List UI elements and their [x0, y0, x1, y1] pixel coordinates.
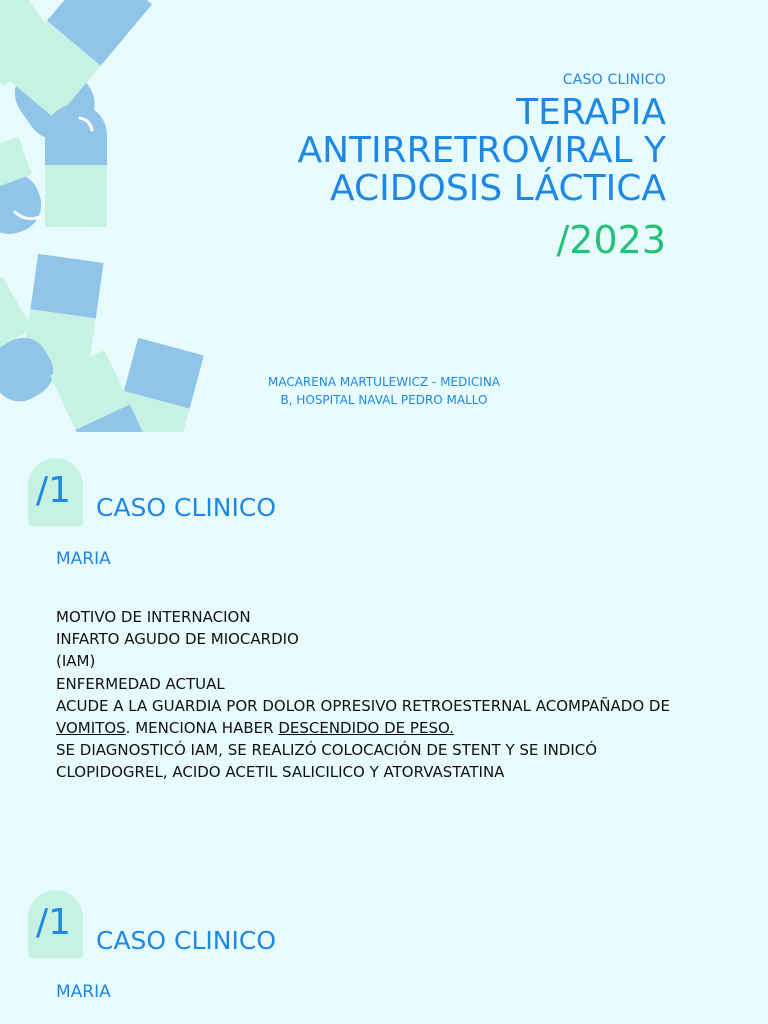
author-line: MACARENA MARTULEWICZ - MEDICINA: [267, 375, 501, 389]
cover-authors: [250, 373, 518, 409]
capsule-pills-decoration-icon: [0, 0, 220, 432]
patient-name: MARIA: [56, 549, 111, 569]
author-line: B, HOSPITAL NAVAL PEDRO MALLO: [280, 393, 488, 407]
cover-label: CASO CLINICO: [562, 72, 666, 88]
cover-title-line: ACIDOSIS LÁCTICA: [330, 168, 666, 209]
cover-title-line: ANTIRRETROVIRAL Y: [297, 130, 666, 171]
text-line: (IAM): [56, 652, 96, 671]
text-line: [56, 717, 736, 739]
cover-slide: [0, 0, 768, 432]
text-line: INFARTO AGUDO DE MIOCARDIO: [56, 630, 299, 649]
section-number: /1: [36, 470, 72, 511]
section-title: CASO CLINICO: [96, 926, 277, 955]
section-title: CASO CLINICO: [96, 493, 277, 522]
section-number: /1: [36, 902, 72, 943]
text-span: . MENCIONA HABER: [125, 719, 279, 738]
patient-name: MARIA: [56, 982, 111, 1002]
cover-year: /2023: [556, 218, 666, 262]
text-line: CLOPIDOGREL, ACIDO ACETIL SALICILICO Y ATORVASTATINA: [56, 763, 505, 782]
underlined-text: VOMITOS: [56, 719, 126, 738]
underlined-text: DESCENDIDO DE PESO.: [278, 719, 454, 738]
text-line: ACUDE A LA GUARDIA POR DOLOR OPRESIVO RETROESTERNAL ACOMPAÑADO DE: [56, 696, 670, 715]
case-description: [56, 606, 736, 784]
cover-title: [206, 94, 666, 208]
text-line: MOTIVO DE INTERNACION: [56, 608, 251, 626]
cover-title-line: TERAPIA: [516, 92, 666, 133]
text-line: SE DIAGNOSTICÓ IAM, SE REALIZÓ COLOCACIÓN DE STENT Y SE INDICÓ: [56, 741, 598, 760]
text-line: ENFERMEDAD ACTUAL: [56, 674, 225, 693]
